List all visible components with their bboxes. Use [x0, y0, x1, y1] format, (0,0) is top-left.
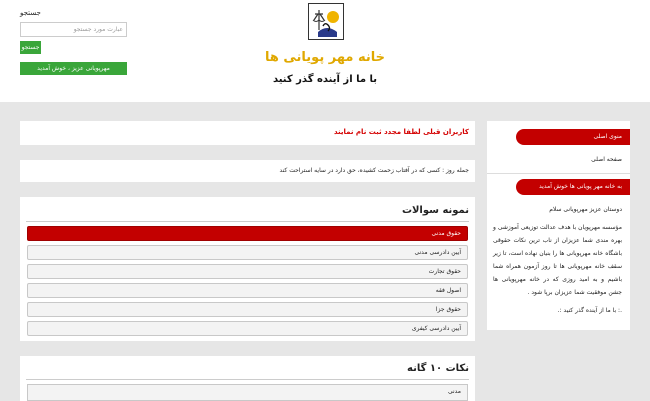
question-item-civil-procedure[interactable]: آیین دادرسی مدنی [27, 245, 468, 260]
quote-panel [20, 160, 475, 182]
search-button[interactable]: جستجو [20, 41, 41, 54]
site-header [0, 0, 650, 102]
greeting-text: دوستان عزیز مهرپویانی سلام [549, 206, 622, 213]
notice-text: کاربران قبلی لطفا مجدد ثبت نام نمایند [334, 128, 469, 136]
notice-panel [20, 121, 475, 145]
logo-emblem-icon [309, 4, 344, 40]
sample-questions-panel [20, 197, 475, 341]
tip-item-civil[interactable]: مدنی [27, 384, 468, 401]
welcome-header: به خانه مهر پویانی ها خوش آمدید [516, 179, 630, 195]
sidebar [487, 121, 630, 330]
main-menu-header: منوی اصلی [516, 129, 630, 145]
welcome-body-text: مؤسسه مهرپویان با هدف عدالت توزیعی آموزشی و بهره مندی شما عزیزان از ناب ترین نکات حقوقی باشگاه خانه مهرپویانی ها را بنیان نهاده است، تا زیر سقف خانه مهرپویانی ها تا روز آزمون همراه شما باشیم و به امید روزی که در خانه مهرپویانی ها جشن موفقیت شما عزیزان برپا شود . [493, 224, 622, 296]
quote-text: جمله روز : کسی که در آفتاب زحمت کشیده، حق دارد در سایه استراحت کند [279, 167, 469, 174]
tips-title: نکات ۱۰ گانه [407, 363, 469, 374]
divider [26, 221, 469, 222]
home-link[interactable]: صفحه اصلی [591, 156, 622, 163]
tips-panel [20, 356, 475, 401]
welcome-button[interactable]: مهرپویانی عزیز ، خوش آمدید [20, 62, 127, 75]
search-input[interactable]: عبارت مورد جستجو [20, 22, 127, 37]
sample-questions-title: نمونه سوالات [401, 205, 469, 216]
question-item-jurisprudence[interactable]: اصول فقه [27, 283, 468, 298]
site-logo[interactable] [308, 3, 344, 40]
question-item-commercial-law[interactable]: حقوق تجارت [27, 264, 468, 279]
question-item-criminal-procedure[interactable]: آیین دادرسی کیفری [27, 321, 468, 336]
site-slogan: با ما از آینده گذر کنید [272, 74, 378, 85]
site-title: خانه مهر پویانی ها [264, 50, 386, 65]
divider [26, 379, 469, 380]
search-label: جستجو [20, 9, 41, 17]
question-item-civil-law[interactable]: حقوق مدنی [27, 226, 468, 241]
sidebar-footer-text: .: با ما از آینده گذر کنید :. [557, 307, 622, 314]
question-item-criminal-law[interactable]: حقوق جزا [27, 302, 468, 317]
divider [487, 173, 630, 174]
